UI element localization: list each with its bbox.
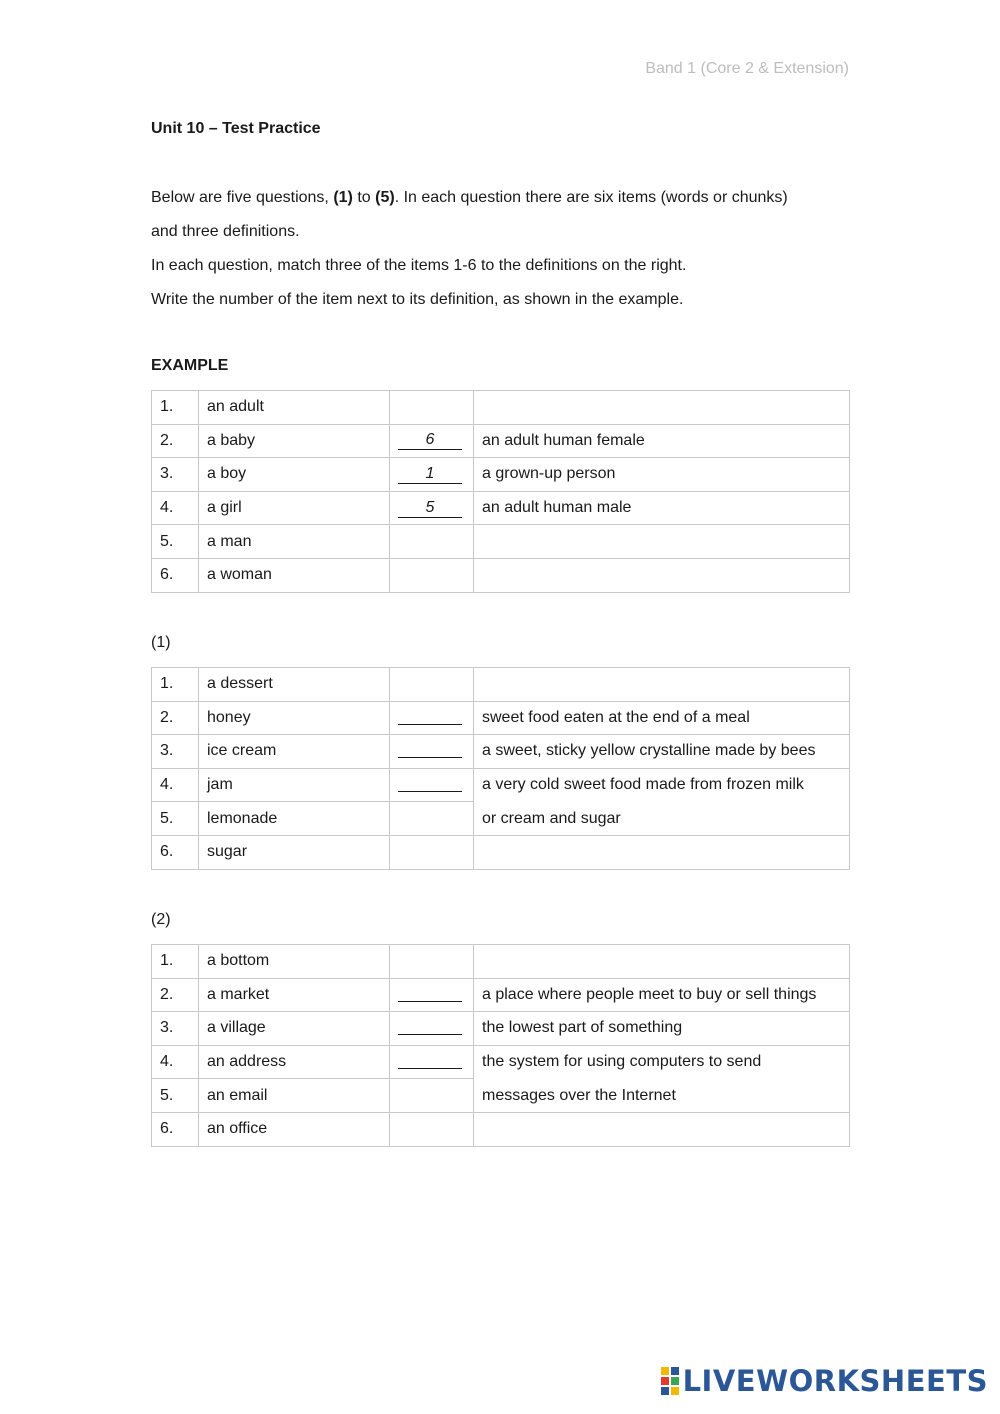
item-text: an office	[199, 1112, 390, 1146]
definition-cell	[474, 835, 850, 869]
item-number: 2.	[152, 978, 199, 1012]
example-answer: 5	[398, 499, 462, 518]
example-answer: 1	[398, 465, 462, 484]
definition-line: the system for using computers to send	[482, 1052, 762, 1070]
liveworksheets-logo[interactable]	[661, 1364, 988, 1398]
definition-line: messages over the Internet	[482, 1087, 676, 1105]
item-number: 4.	[152, 491, 199, 525]
item-text: a man	[199, 525, 390, 559]
definition-cell: sweet food eaten at the end of a meal	[474, 701, 850, 735]
answer-cell	[390, 945, 474, 979]
definition-cell	[474, 768, 850, 835]
definition-cell: a sweet, sticky yellow crystalline made by bees	[474, 735, 850, 769]
answer-cell	[390, 835, 474, 869]
definition-cell: a place where people meet to buy or sell things	[474, 978, 850, 1012]
table-row	[152, 558, 850, 592]
answer-cell	[390, 768, 474, 802]
answer-cell	[390, 1012, 474, 1046]
item-text: ice cream	[199, 735, 390, 769]
header-band-label: Band 1 (Core 2 & Extension)	[645, 60, 849, 77]
answer-blank-input[interactable]	[398, 983, 462, 1002]
item-text: an adult	[199, 391, 390, 425]
answer-cell	[390, 802, 474, 836]
definition-cell	[474, 558, 850, 592]
definition-cell	[474, 525, 850, 559]
item-number: 3.	[152, 458, 199, 492]
answer-cell	[390, 978, 474, 1012]
item-text: a dessert	[199, 668, 390, 702]
example-table	[151, 390, 850, 593]
item-text: a girl	[199, 491, 390, 525]
definition-cell: a grown-up person	[474, 458, 850, 492]
definition-cell	[474, 1045, 850, 1112]
item-text: jam	[199, 768, 390, 802]
question-2-table	[151, 944, 850, 1147]
question-1-table	[151, 667, 850, 870]
answer-cell	[390, 1112, 474, 1146]
instruction-line-1: Below are five questions, (1) to (5). In each question there are six items (words or chunks)	[151, 189, 788, 206]
item-number: 6.	[152, 835, 199, 869]
definition-cell: the lowest part of something	[474, 1012, 850, 1046]
answer-blank-input[interactable]	[398, 1016, 462, 1035]
answer-cell	[390, 735, 474, 769]
item-number: 5.	[152, 525, 199, 559]
page-title: Unit 10 – Test Practice	[151, 120, 321, 137]
item-text: a village	[199, 1012, 390, 1046]
instruction-line-2: and three definitions.	[151, 223, 300, 240]
answer-cell	[390, 668, 474, 702]
answer-blank-input[interactable]	[398, 706, 462, 725]
item-number: 2.	[152, 424, 199, 458]
definition-line: a very cold sweet food made from frozen milk	[482, 775, 804, 793]
table-row	[152, 1012, 850, 1046]
item-text: an address	[199, 1045, 390, 1079]
answer-cell	[390, 701, 474, 735]
table-row	[152, 668, 850, 702]
answer-cell	[390, 491, 474, 525]
table-row	[152, 458, 850, 492]
table-row	[152, 491, 850, 525]
item-text: an email	[199, 1079, 390, 1113]
item-number: 3.	[152, 735, 199, 769]
question-1-label: (1)	[151, 634, 171, 651]
table-row	[152, 1045, 850, 1079]
definition-cell: an adult human male	[474, 491, 850, 525]
example-label: EXAMPLE	[151, 357, 229, 374]
item-number: 5.	[152, 1079, 199, 1113]
item-text: a woman	[199, 558, 390, 592]
table-row	[152, 525, 850, 559]
answer-cell	[390, 1045, 474, 1079]
example-answer: 6	[398, 431, 462, 450]
instruction-line-3: In each question, match three of the items 1-6 to the definitions on the right.	[151, 257, 687, 274]
answer-blank-input[interactable]	[398, 773, 462, 792]
instructions	[151, 181, 851, 317]
logo-text: LIVEWORKSHEETS	[682, 1364, 988, 1398]
answer-cell	[390, 525, 474, 559]
definition-cell	[474, 945, 850, 979]
question-2-label: (2)	[151, 911, 171, 928]
item-text: honey	[199, 701, 390, 735]
item-text: lemonade	[199, 802, 390, 836]
table-row	[152, 945, 850, 979]
item-number: 1.	[152, 668, 199, 702]
item-number: 2.	[152, 701, 199, 735]
item-number: 4.	[152, 1045, 199, 1079]
definition-cell: an adult human female	[474, 424, 850, 458]
answer-cell	[390, 458, 474, 492]
table-row	[152, 701, 850, 735]
item-number: 1.	[152, 391, 199, 425]
item-number: 5.	[152, 802, 199, 836]
item-text: sugar	[199, 835, 390, 869]
item-text: a boy	[199, 458, 390, 492]
table-row	[152, 978, 850, 1012]
table-row	[152, 391, 850, 425]
definition-cell	[474, 1112, 850, 1146]
definition-cell	[474, 668, 850, 702]
logo-grid-icon	[661, 1367, 679, 1395]
definition-cell	[474, 391, 850, 425]
item-number: 6.	[152, 558, 199, 592]
answer-cell	[390, 558, 474, 592]
answer-blank-input[interactable]	[398, 1050, 462, 1069]
table-row	[152, 424, 850, 458]
answer-cell	[390, 1079, 474, 1113]
answer-cell	[390, 391, 474, 425]
definition-line: or cream and sugar	[482, 810, 621, 828]
table-row	[152, 735, 850, 769]
item-number: 1.	[152, 945, 199, 979]
item-text: a bottom	[199, 945, 390, 979]
item-number: 6.	[152, 1112, 199, 1146]
item-number: 3.	[152, 1012, 199, 1046]
item-text: a baby	[199, 424, 390, 458]
table-row	[152, 768, 850, 802]
instruction-line-4: Write the number of the item next to its definition, as shown in the example.	[151, 291, 684, 308]
item-number: 4.	[152, 768, 199, 802]
table-row	[152, 835, 850, 869]
answer-blank-input[interactable]	[398, 739, 462, 758]
table-row	[152, 1112, 850, 1146]
item-text: a market	[199, 978, 390, 1012]
answer-cell	[390, 424, 474, 458]
